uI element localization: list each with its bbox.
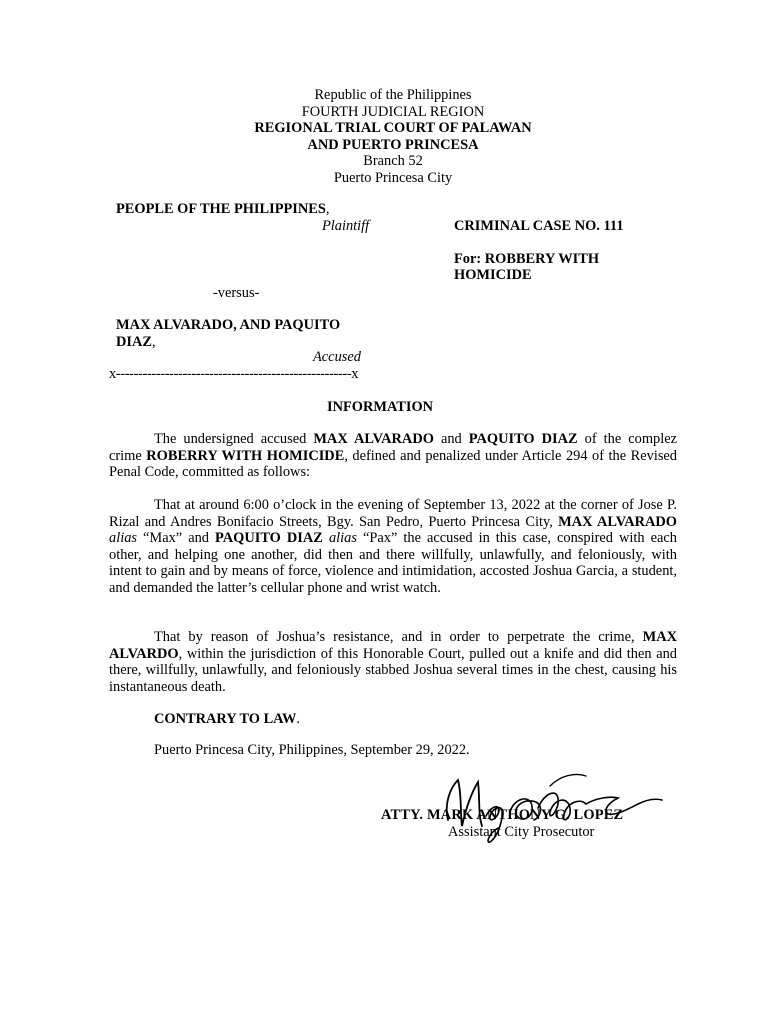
paragraph-facts: That at around 6:00 o’clock in the evening of September 13, 2022 at the corner of Jose P. Rizal and Andres Bonifacio Streets, Bgy. San Pedro, Puerto Princesa City, MAX ALVARADO alias “Max” and PAQUITO DIAZ alias “Pax” the accused in this case, conspired with each other, and helping one another, did then and there willfully, unlawfully, and feloniously, with intent to gain and by means of force, violence and intimidation, accosted Joshua Garcia, a student, and demanded the latter’s cellular phone and wrist watch. xyxy=(109,497,678,596)
signatory-title: Assistant City Prosecutor xyxy=(448,824,595,840)
header-judicial-region: FOURTH JUDICIAL REGION xyxy=(301,104,485,120)
case-charge-line1: For: ROBBERY WITH xyxy=(454,251,600,267)
header-branch: Branch 52 xyxy=(363,153,423,169)
accused-names-line1: MAX ALVARADO, AND PAQUITO xyxy=(116,317,341,333)
plaintiff-label: Plaintiff xyxy=(322,218,370,234)
accused-label: Accused xyxy=(313,349,361,365)
header-republic: Republic of the Philippines xyxy=(314,87,472,103)
paragraph-homicide: That by reason of Joshua’s resistance, and in order to perpetrate the crime, MAX ALVARDO, within the jurisdiction of this Honorable Court, pulled out a knife and did then and there, willfully, unlawfully, and feloniously stabbed Joshua several times in the chest, causing his instantaneous death. xyxy=(109,629,677,695)
header-court-name-cont: AND PUERTO PRINCESA xyxy=(307,137,479,153)
case-charge-line2: HOMICIDE xyxy=(454,267,532,283)
place-and-date: Puerto Princesa City, Philippines, September 29, 2022. xyxy=(154,742,470,758)
document-title: INFORMATION xyxy=(327,399,434,415)
paragraph-accusation: The undersigned accused MAX ALVARADO and PAQUITO DIAZ of the complez crime ROBERRY WITH HOMICIDE, defined and penalized under Article 294 of the Revised Penal Code, committed as follows: xyxy=(109,431,678,481)
versus-label: -versus- xyxy=(213,285,260,301)
plaintiff-name: PEOPLE OF THE PHILIPPINES, xyxy=(116,201,330,217)
case-number: CRIMINAL CASE NO. 111 xyxy=(454,218,624,234)
caption-divider: x-----------------------------------------------------x xyxy=(109,366,359,382)
contrary-to-law: CONTRARY TO LAW. xyxy=(154,711,300,727)
header-city: Puerto Princesa City xyxy=(333,170,453,186)
accused-names-line2: DIAZ, xyxy=(116,334,156,350)
signatory-name: ATTY. MARK ANTHONY G. LOPEZ xyxy=(381,807,624,823)
header-court-name: REGIONAL TRIAL COURT OF PALAWAN xyxy=(254,120,532,136)
